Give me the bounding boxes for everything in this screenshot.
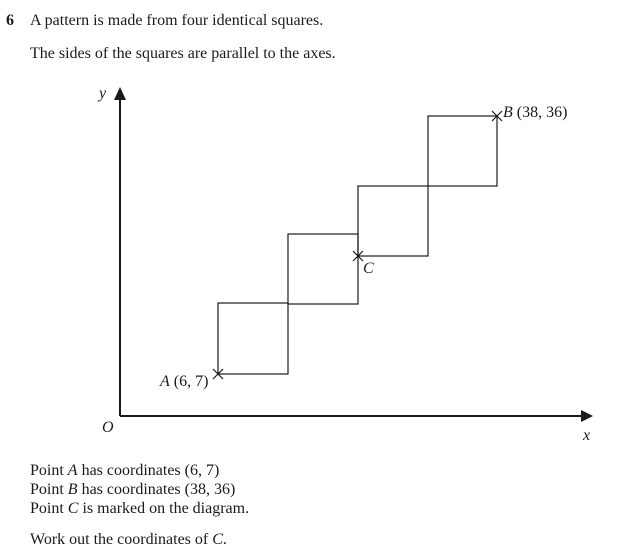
question-number: 6 [6,12,14,29]
origin-label: O [102,419,114,436]
question-intro-line-2: The sides of the squares are parallel to the axes. [30,45,336,62]
x-axis-arrowhead [581,410,593,422]
square-2 [288,234,358,304]
y-axis-label: y [99,85,107,102]
statement-point-b: Point B has coordinates (38, 36) [30,481,236,498]
x-axis-label: x [583,427,591,444]
statement-point-a: Point A has coordinates (6, 7) [30,462,220,479]
task-instruction: Work out the coordinates of C. [30,531,227,548]
square-4 [428,116,497,186]
point-b-label: B (38, 36) [503,104,568,121]
square-1 [218,303,288,374]
statement-point-c: Point C is marked on the diagram. [30,500,250,517]
square-3 [358,186,428,256]
point-c-label: C [363,260,374,277]
point-a-label: A (6, 7) [160,373,209,390]
y-axis-arrowhead [114,87,126,100]
question-intro-line-1: A pattern is made from four identical squares. [30,12,324,29]
